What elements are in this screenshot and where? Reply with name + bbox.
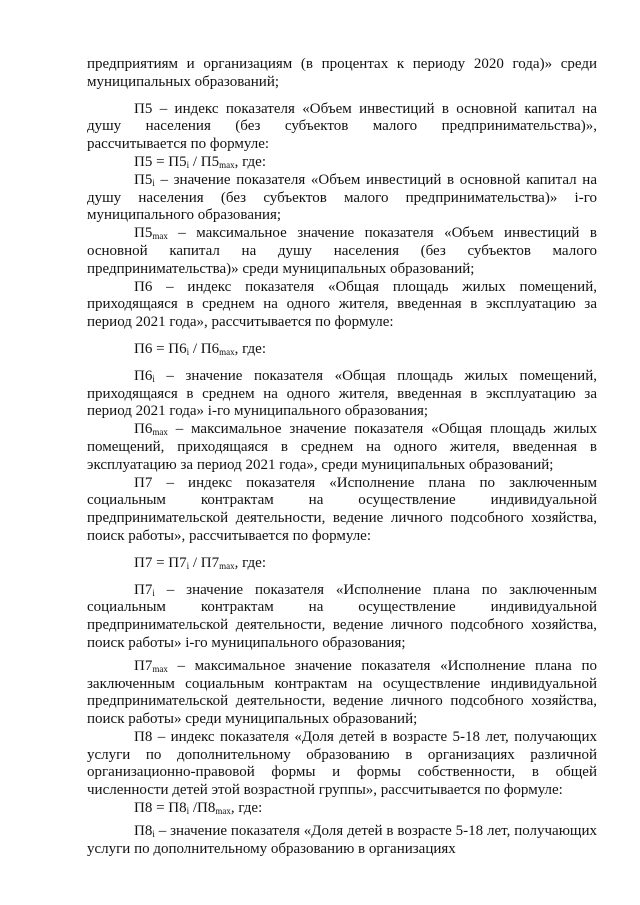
paragraph-p5max: $П5_{max}$ – максимальное значение показателя «Объем инвестиций в основной капитал на душу населения (без субъектов малого предпринимательства)» среди муниципальных образований;: [87, 225, 597, 277]
paragraph-p8i: $П8_i$ – значение показателя «Доля детей в возрасте 5-18 лет, получающих услуги по дополнительному образованию в организациях: [87, 822, 597, 857]
formula-p8: $П8 = П8_i$ $/П8_{max}$, где:: [134, 800, 263, 817]
paragraph-p7i: $П7_i$ – значение показателя «Исполнение плана по заключенным социальным контрактам на осуществление индивидуальной предпринимательской деятельности, ведение личного подсобного хозяйства, поиск работы» i-го муниципального образования;: [87, 581, 597, 651]
formula-p6: $П6 = П6_i / П6_{max}$, где:: [134, 340, 267, 357]
paragraph-p7-definition: П7 – индекс показателя «Исполнение плана по заключенным социальным контрактам на осуществление индивидуальной предпринимательской деятельности, ведение личного подсобного хозяйства, поиск работы», рассчитывается по формуле:: [87, 474, 597, 544]
paragraph-p5i: $П5_i$ – значение показателя «Объем инвестиций в основной капитал на душу населения (без субъектов малого предпринимательства)» i-го муниципального образования;: [87, 171, 597, 224]
paragraph-continued: предприятиям и организациям (в процентах к периоду 2020 года)» среди муниципальных образований;: [87, 56, 597, 90]
paragraph-p6-definition: П6 – индекс показателя «Общая площадь жилых помещений, приходящаяся в среднем на одного жителя, введенная в эксплуатацию за период 2021 года», рассчитывается по формуле:: [87, 278, 597, 331]
paragraph-p8-definition: П8 – индекс показателя «Доля детей в возрасте 5-18 лет, получающих услуги по дополнительному образованию в организациях различной организационно-правовой формы и формы собственности, в общей численности детей этой возрастной группы», рассчитывается по формуле:: [87, 728, 597, 799]
formula-p5: $П5 = П5_i / П5_{max}$, где:: [134, 153, 267, 170]
paragraph-p5-definition: П5 – индекс показателя «Объем инвестиций в основной капитал на душу населения (без субъектов малого предпринимательства)», рассчитывается по формуле:: [87, 100, 597, 153]
paragraph-p6max: $П6_{max}$ – максимальное значение показателя «Общая площадь жилых помещений, приходящаяся в среднем на одного жителя, введенная в эксплуатацию за период 2021 года», среди муниципальных образований;: [87, 421, 597, 473]
document-body: [87, 56, 597, 858]
paragraph-p7max: $П7_{max}$ – максимальное значение показателя «Исполнение плана по заключенным социальным контрактам на осуществление индивидуальной предпринимательской деятельности, ведение личного подсобного хозяйства, поиск работы» среди муниципальных образований;: [87, 657, 597, 728]
paragraph-p6i: $П6_i$ – значение показателя «Общая площадь жилых помещений, приходящаяся в среднем на одного жителя, введенная в эксплуатацию за период 2021 года» i-го муниципального образования;: [87, 367, 597, 420]
formula-p7: $П7 = П7_i / П7_{max}$, где:: [134, 554, 267, 571]
